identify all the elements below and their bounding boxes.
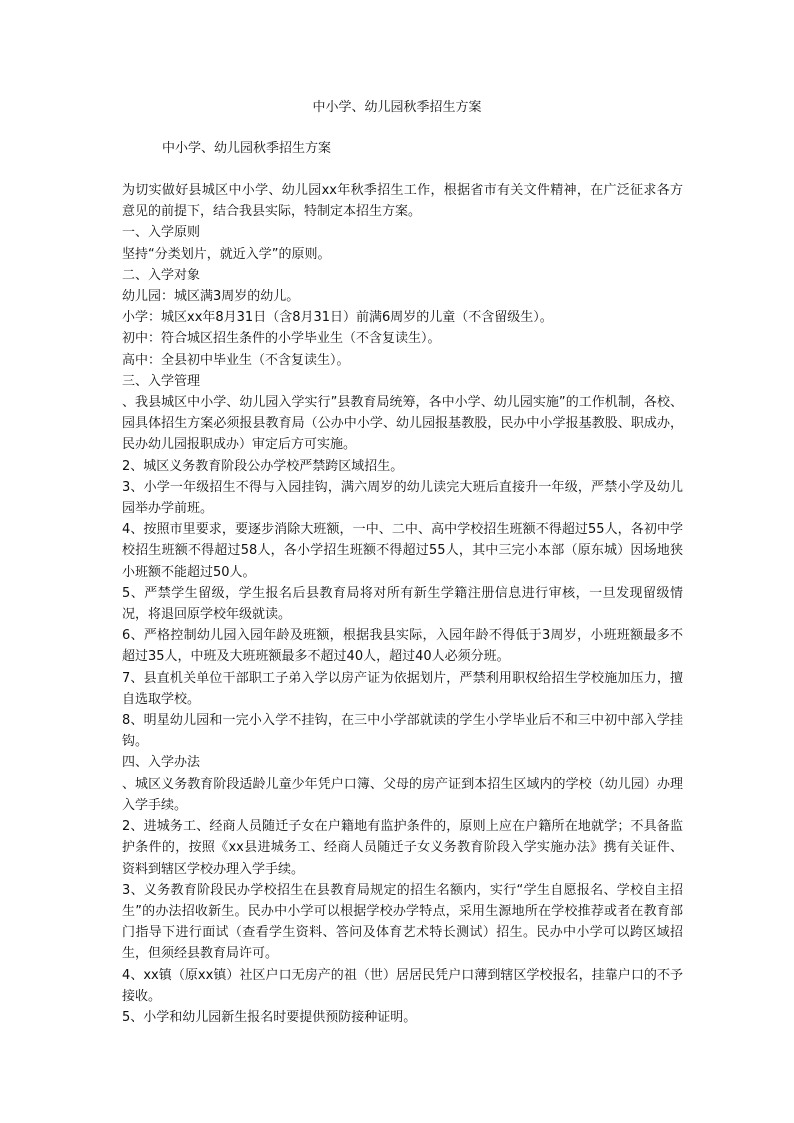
body-paragraph: 小学：城区xx年8月31日（含8月31日）前满6周岁的儿童（不含留级生）。: [122, 310, 553, 326]
intro-paragraph: 为切实做好县城区中小学、幼儿园xx年秋季招生工作，根据省市有关文件精神，在广泛征求各方意见的前提下，结合我县实际，特制定本招生方案。: [122, 183, 683, 220]
body-paragraph: 5、小学和幼儿园新生报名时要提供预防接种证明。: [122, 1009, 417, 1025]
body-paragraph: 初中：符合城区招生条件的小学毕业生（不含复读生）。: [122, 331, 441, 347]
body-paragraph: 4、xx镇（原xx镇）社区户口无房产的祖（世）居居民凭户口薄到辖区学校报名，挂靠户口的不予接收。: [122, 967, 683, 1004]
section-heading-management: 三、入学管理: [122, 373, 201, 389]
document-subtitle: 中小学、幼儿园秋季招生方案: [162, 141, 332, 156]
body-paragraph: 、城区义务教育阶段适龄儿童少年凭户口簿、父母的房产证到本招生区域内的学校（幼儿园）办理入学手续。: [122, 776, 683, 813]
body-paragraph: 8、明星幼儿园和一完小入学不挂钩，在三中小学部就读的学生小学毕业后不和三中初中部入学挂钩。: [122, 713, 683, 750]
document-title: 中小学、幼儿园秋季招生方案: [312, 100, 482, 115]
section-heading-methods: 四、入学办法: [122, 755, 201, 771]
body-paragraph: 4、按照市里要求，要逐步消除大班额，一中、二中、高中学校招生班额不得超过55人，各初中学校招生班额不得超过58人，各小学招生班额不得超过55人，其中三完小本部（原东城）因场地狭小班额不能超过50人。: [122, 522, 683, 580]
body-paragraph: 2、进城务工、经商人员随迁子女在户籍地有监护条件的，原则上应在户籍所在地就学；不具备监护条件的，按照《xx县进城务工、经商人员随迁子女义务教育阶段入学实施办法》携有关证件、资料到辖区学校办理入学手续。: [122, 819, 683, 877]
body-paragraph: 高中：全县初中毕业生（不含复读生）。: [122, 352, 350, 368]
body-paragraph: 3、小学一年级招生不得与入园挂钩，满六周岁的幼儿读完大班后直接升一年级，严禁小学及幼儿园举办学前班。: [122, 479, 683, 517]
body-paragraph: 3、义务教育阶段民办学校招生在县教育局规定的招生名额内，实行“学生自愿报名、学校自主招生”的办法招收新生。民办中小学可以根据学校办学特点，采用生源地所在学校推荐或者在教育部门指导下进行面试（查看学生资料、答问及体育艺术特长测试）招生。民办中小学可以跨区域招生，但须经县教育局许可。: [122, 882, 683, 962]
body-paragraph: 坚持“分类划片，就近入学”的原则。: [122, 246, 331, 262]
section-heading-principle: 一、入学原则: [122, 225, 201, 241]
body-paragraph: 6、严格控制幼儿园入园年龄及班额，根据我县实际，入园年龄不得低于3周岁，小班班额最多不超过35人，中班及大班班额最多不超过40人，超过40人必须分班。: [122, 628, 683, 665]
body-paragraph: 2、城区义务教育阶段公办学校严禁跨区域招生。: [122, 458, 404, 474]
section-heading-targets: 二、入学对象: [122, 267, 201, 283]
body-paragraph: 7、县直机关单位干部职工子弟入学以房产证为依据划片，严禁利用职权给招生学校施加压力，擅自选取学校。: [122, 670, 683, 707]
body-paragraph: 、我县城区中小学、幼儿园入学实行”县教育局统筹，各中小学、幼儿园实施”的工作机制，各校、园具体招生方案必须报县教育局（公办中小学、幼儿园报基教股，民办中小学报基教股、职成办，民办幼儿园报职成办）审定后方可实施。: [122, 395, 683, 453]
body-paragraph: 幼儿园：城区满3周岁的幼儿。: [122, 289, 300, 305]
document-body: [118, 180, 683, 1028]
body-paragraph: 5、严禁学生留级，学生报名后县教育局将对所有新生学籍注册信息进行审核，一旦发现留级情况，将退回原学校年级就读。: [122, 585, 683, 623]
